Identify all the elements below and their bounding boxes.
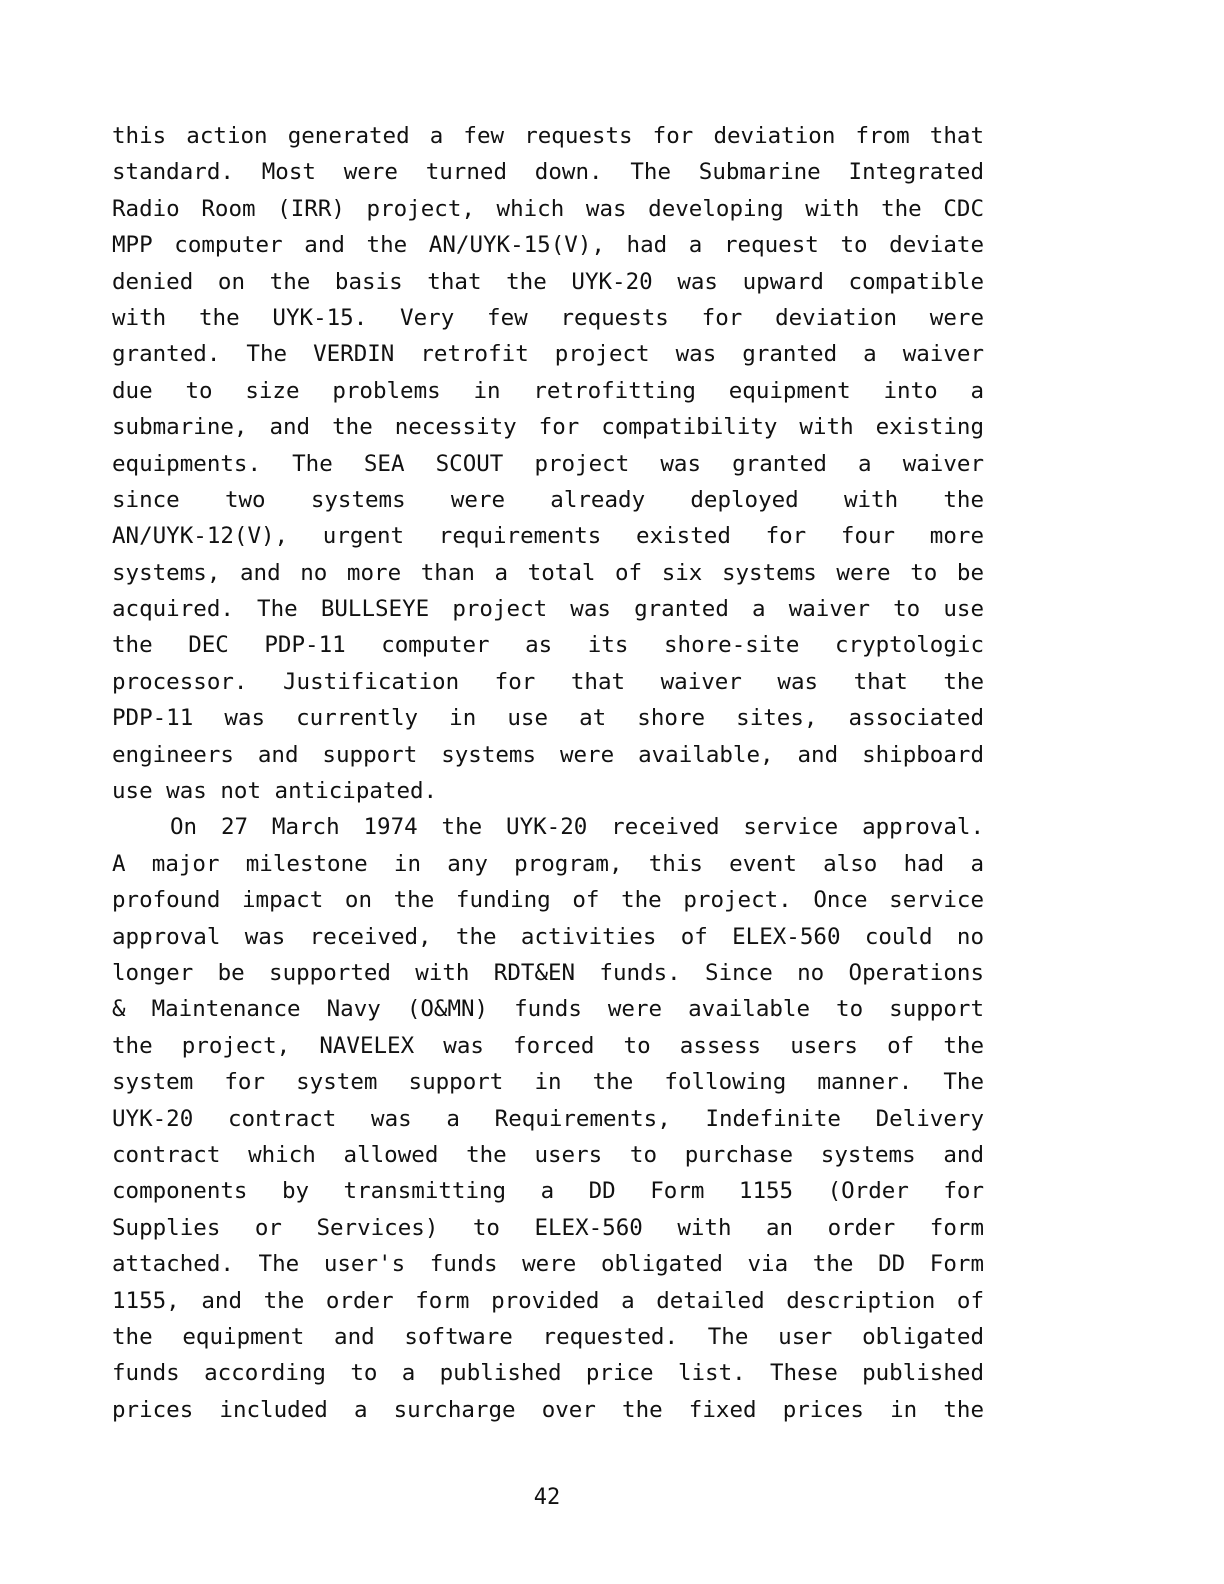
text-line: components by transmitting a DD Form 1155 (Order for bbox=[112, 1178, 984, 1205]
text-line: prices included a surcharge over the fixed prices in the bbox=[112, 1396, 984, 1423]
text-line: contract which allowed the users to purchase systems and bbox=[112, 1141, 984, 1168]
paragraph-2 bbox=[112, 809, 984, 1428]
text-line: standard. Most were turned down. The Submarine Integrated bbox=[112, 159, 984, 186]
page-number: 42 bbox=[533, 1485, 561, 1510]
text-line: the equipment and software requested. The user obligated bbox=[112, 1323, 984, 1350]
text-line: profound impact on the funding of the project. Once service bbox=[112, 887, 984, 914]
text-line: since two systems were already deployed with the bbox=[112, 486, 984, 513]
text-line: approval was received, the activities of ELEX-560 could no bbox=[112, 923, 984, 950]
text-line: longer be supported with RDT&EN funds. Since no Operations bbox=[112, 959, 984, 986]
text-line: this action generated a few requests for deviation from that bbox=[112, 123, 984, 149]
text-line: A major milestone in any program, this event also had a bbox=[112, 850, 984, 877]
text-line: PDP-11 was currently in use at shore sites, associated bbox=[112, 705, 984, 732]
text-line: use was not anticipated. bbox=[112, 778, 438, 805]
text-line: Radio Room (IRR) project, which was developing with the CDC bbox=[112, 195, 984, 222]
text-line: Supplies or Services) to ELEX-560 with an order form bbox=[112, 1214, 984, 1241]
text-line: the project, NAVELEX was forced to assess users of the bbox=[112, 1032, 984, 1059]
text-line: systems, and no more than a total of six systems were to be bbox=[112, 559, 984, 586]
paragraph-1 bbox=[112, 118, 984, 809]
text-line: funds according to a published price list. These published bbox=[112, 1360, 984, 1387]
text-line: processor. Justification for that waiver was that the bbox=[112, 668, 984, 695]
text-line: submarine, and the necessity for compatibility with existing bbox=[112, 414, 984, 441]
text-line: the DEC PDP-11 computer as its shore-site cryptologic bbox=[112, 632, 984, 659]
text-line: engineers and support systems were available, and shipboard bbox=[112, 741, 984, 768]
text-line: system for system support in the following manner. The bbox=[112, 1069, 984, 1096]
text-line: due to size problems in retrofitting equipment into a bbox=[112, 377, 984, 404]
body-text bbox=[112, 118, 984, 1428]
text-line: & Maintenance Navy (O&MN) funds were available to support bbox=[112, 996, 984, 1023]
text-line: UYK-20 contract was a Requirements, Indefinite Delivery bbox=[112, 1105, 984, 1132]
text-line: granted. The VERDIN retrofit project was granted a waiver bbox=[112, 341, 984, 368]
text-line: attached. The user's funds were obligated via the DD Form bbox=[112, 1251, 984, 1278]
text-line: with the UYK-15. Very few requests for deviation were bbox=[112, 304, 984, 331]
text-line: AN/UYK-12(V), urgent requirements existed for four more bbox=[112, 523, 984, 550]
text-line: 1155, and the order form provided a detailed description of bbox=[112, 1287, 984, 1314]
text-line: equipments. The SEA SCOUT project was granted a waiver bbox=[112, 450, 984, 477]
text-line: acquired. The BULLSEYE project was granted a waiver to use bbox=[112, 596, 984, 623]
text-line: MPP computer and the AN/UYK-15(V), had a request to deviate bbox=[112, 232, 984, 259]
text-line: On 27 March 1974 the UYK-20 received service approval. bbox=[170, 814, 984, 841]
text-line: denied on the basis that the UYK-20 was upward compatible bbox=[112, 268, 984, 295]
